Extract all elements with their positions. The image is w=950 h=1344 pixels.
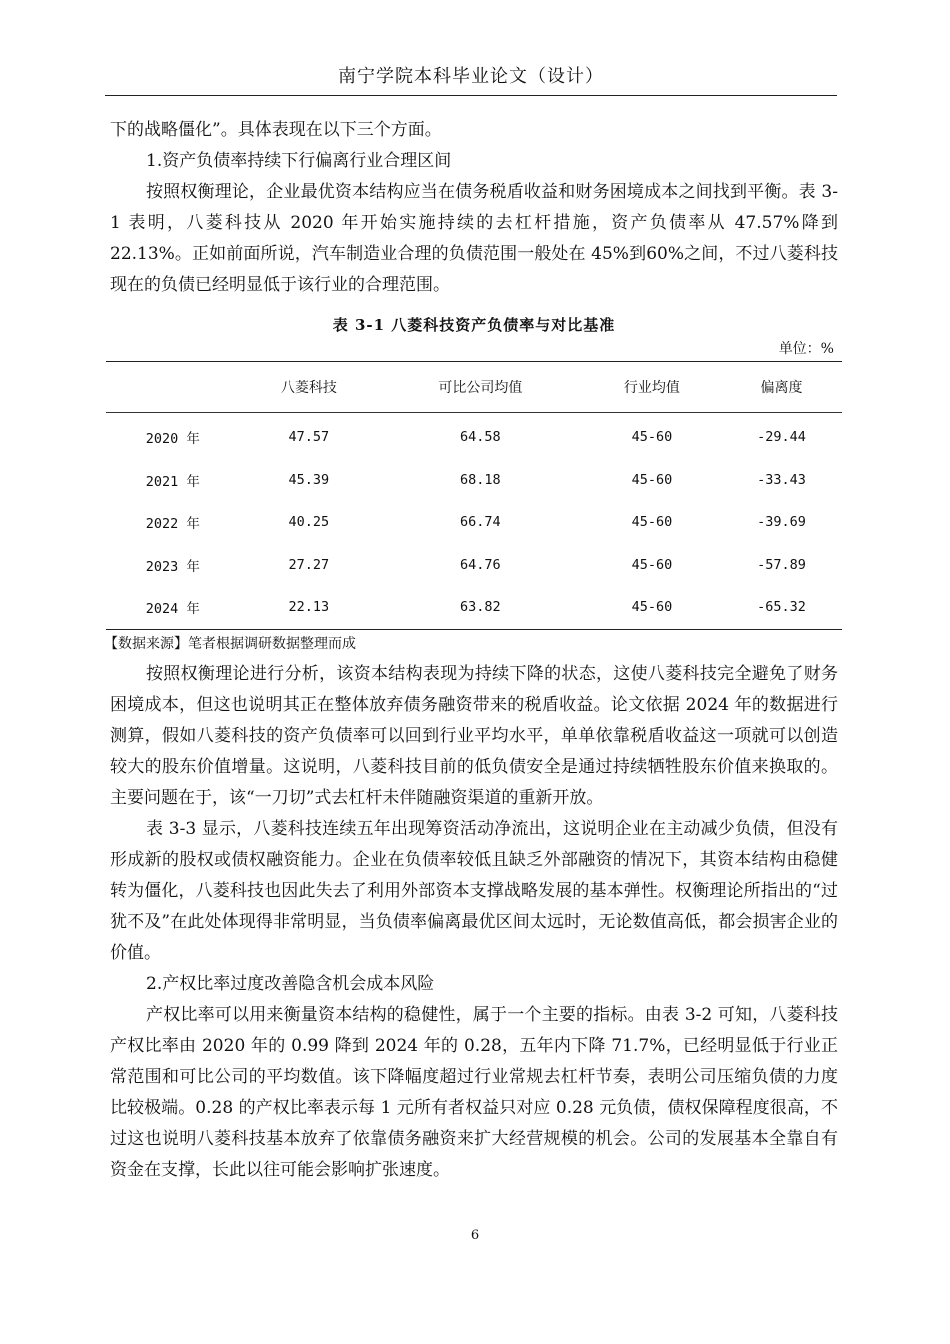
table-caption: 表 3-1 八菱科技资产负债率与对比基准 — [332, 316, 616, 334]
value-cell: -57.89 — [757, 556, 806, 573]
section-heading-2: 2.产权比率过度改善隐含机会成本风险 — [146, 973, 435, 994]
header-cell: 可比公司均值 — [378, 362, 583, 413]
value-cell: 64.76 — [460, 556, 501, 573]
value-cell: 45-60 — [631, 599, 673, 616]
table-row — [106, 544, 842, 587]
header-cell: 八菱科技 — [240, 362, 378, 413]
header-rule — [105, 95, 837, 96]
value-cell: 64.58 — [460, 429, 501, 446]
page-number: 6 — [470, 1228, 480, 1243]
value-cell: 40.25 — [288, 514, 330, 531]
value-cell: -33.43 — [757, 471, 806, 488]
value-cell: 22.13 — [288, 599, 330, 616]
paragraph-intro: 下的战略僵化”。具体表现在以下三个方面。 — [110, 120, 442, 140]
table-row — [106, 413, 842, 459]
table-header-row — [106, 362, 842, 413]
value-cell: 45.39 — [288, 471, 330, 488]
paragraph-analysis: 按照权衡理论进行分析，该资本结构表现为持续下降的状态，这使八菱科技完全避免了财务困境成本，但这也说明其正在整体放弃债务融资带来的税盾收益。论文依据 2024 年的数据进行测算，假如八菱科技的资产负债率可以回到行业平均水平，单单依靠税盾收益这一项就可以创造较大的股东价值增量。这说明，八菱科技目前的低负债安全是通过持续牺牲股东价值来换取的。主要问题在于，该“一刀切”式去杠杆未伴随融资渠道的重新开放。 — [110, 663, 838, 808]
paragraph-financing: 表 3-3 显示，八菱科技连续五年出现筹资活动净流出，这说明企业在主动减少负债，但没有形成新的股权或债权融资能力。企业在负债率较低且缺乏外部融资的情况下，其资本结构由稳健转为僵化，八菱科技也因此失去了利用外部资本支撑战略发展的基本弹性。权衡理论所指出的“过犹不及”在此处体现得非常明显，当负债率偏离最优区间太远时，无论数值高低，都会损害企业的价值。 — [110, 818, 838, 963]
value-cell: 68.18 — [460, 471, 501, 488]
table-source-note: 【数据来源】笔者根据调研数据整理而成 — [104, 635, 356, 652]
value-cell: 45-60 — [631, 556, 673, 573]
year-cell: 2022 年 — [145, 516, 200, 533]
year-cell: 2023 年 — [145, 558, 200, 575]
value-cell: -65.32 — [757, 599, 806, 616]
value-cell: 66.74 — [460, 514, 501, 531]
value-cell: 47.57 — [288, 429, 330, 446]
value-cell: 45-60 — [631, 471, 673, 488]
value-cell: 45-60 — [631, 514, 673, 531]
page-content — [104, 115, 838, 1186]
section-heading-1: 1.资产负债率持续下行偏离行业合理区间 — [146, 151, 452, 171]
table-row — [106, 459, 842, 502]
table-row — [106, 501, 842, 544]
year-cell: 2021 年 — [145, 473, 200, 490]
paragraph-tradeoff: 按照权衡理论，企业最优资本结构应当在债务税盾收益和财务困境成本之间找到平衡。表 3-1 表明，八菱科技从 2020 年开始实施持续的去杠杆措施，资产负债率从 47.57%降到 22.13%。正如前面所说，汽车制造业合理的负债范围一般处在 45%到60%之间，不过八菱科技现在的负债已经明显低于该行业的合理范围。 — [110, 182, 838, 295]
year-cell: 2024 年 — [145, 601, 200, 618]
header-cell: 偏离度 — [721, 362, 842, 413]
paragraph-equity-ratio: 产权比率可以用来衡量资本结构的稳健性，属于一个主要的指标。由表 3-2 可知，八菱科技产权比率由 2020 年的 0.99 降到 2024 年的 0.28，五年内下降 71.7%，已经明显低于行业正常范围和可比公司的平均数值。该下降幅度超过行业常规去杠杆节奏，表明公司压缩负债的力度比较极端。0.28 的产权比率表示每 1 元所有者权益只对应 0.28 元负债，债权保障程度很高，不过这也说明八菱科技基本放弃了依靠债务融资来扩大经营规模的机会。公司的发展基本全靠自有资金在支撑，长此以往可能会影响扩张速度。 — [110, 1004, 838, 1180]
header-cell — [106, 362, 240, 413]
value-cell: -39.69 — [757, 514, 806, 531]
debt-ratio-table — [106, 361, 842, 630]
year-cell: 2020 年 — [145, 431, 200, 448]
value-cell: -29.44 — [757, 429, 806, 446]
header-cell: 行业均值 — [583, 362, 721, 413]
value-cell: 45-60 — [631, 429, 673, 446]
table-row — [106, 586, 842, 629]
value-cell: 27.27 — [288, 556, 330, 573]
value-cell: 63.82 — [460, 599, 501, 616]
running-header: 南宁学院本科毕业论文（设计） — [338, 66, 604, 87]
table-unit: 单位：% — [778, 341, 834, 357]
